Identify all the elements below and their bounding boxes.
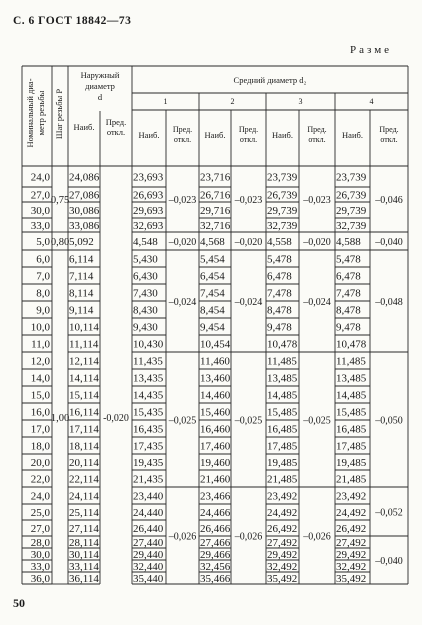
group-4-max-header: Наиб. [342,130,363,140]
nominal-diameter-cell: 7,0 [36,270,50,283]
mean-max-cell: 4,558 [267,236,292,248]
mean-max-cell: 21,485 [336,473,367,486]
mean-max-cell: 29,466 [200,549,231,561]
nominal-diameter-cell: 18,0 [30,440,50,453]
mean-max-cell: 17,435 [133,440,164,453]
mean-max-cell: 35,492 [267,573,298,585]
mean-deviation-cell: –0,025 [303,415,331,427]
outer-max-cell: 20,114 [69,457,99,469]
mean-max-cell: 27,466 [200,537,231,549]
outer-diameter-header: диаметр [85,81,115,91]
group-2-deviation-header: откл. [239,135,258,144]
mean-deviation-cell: –0,023 [234,195,263,206]
outer-max-cell: 33,086 [69,220,100,232]
outer-max-cell: 36,114 [69,573,99,585]
outer-max-cell: 11,114 [69,338,99,351]
nominal-diameter-cell: 24,0 [30,490,50,503]
mean-max-cell: 5,478 [336,253,361,266]
mean-max-cell: 7,478 [267,287,292,300]
nominal-diameter-cell: 11,0 [31,338,50,351]
mean-deviation-cell: –0,023 [303,195,331,206]
mean-max-cell: 27,440 [133,537,164,549]
outer-diameter-header: Наружный [80,70,120,80]
mean-max-cell: 4,568 [200,236,225,248]
mean-max-cell: 23,693 [133,171,164,184]
mean-max-cell: 11,485 [336,355,366,368]
mean-max-cell: 32,440 [133,561,164,573]
mean-max-cell: 24,492 [267,507,298,519]
document-header: С. 6 ГОСТ 18842—73 [13,15,132,27]
nominal-diameter-cell: 17,0 [30,423,50,436]
nominal-diameter-cell: 6,0 [36,253,50,266]
mean-max-cell: 19,485 [336,457,367,469]
nominal-diameter-cell: 33,0 [30,561,50,573]
nominal-diameter-cell: 12,0 [30,355,50,368]
mean-max-cell: 23,492 [267,490,298,503]
mean-deviation-cell: –0,040 [375,237,403,248]
outer-max-cell: 9,114 [69,304,94,317]
mean-max-cell: 21,435 [133,473,164,486]
mean-max-cell: 5,454 [200,253,225,266]
mean-max-cell: 6,454 [200,270,225,283]
group-4-deviation-header: Пред. [379,125,399,134]
outer-deviation-cell: -0,020 [103,413,129,424]
mean-max-cell: 16,460 [200,423,231,436]
group-1-max-header: Наиб. [138,130,160,140]
nominal-diameter-header: Номинальный диа- [25,78,35,148]
nominal-diameter-cell: 28,0 [30,537,50,549]
mean-max-cell: 6,430 [133,270,158,283]
mean-deviation-cell: –0,024 [168,297,197,308]
outer-max-cell: 17,114 [69,423,99,436]
group-1-deviation-header: откл. [173,135,192,144]
mean-max-cell: 26,693 [133,189,164,202]
page-number: 50 [13,596,25,610]
outer-max-cell: 30,114 [69,549,99,561]
outer-max-cell: 25,114 [69,507,99,519]
mean-max-cell: 26,466 [200,523,231,535]
pitch-cell: 0,80 [50,237,70,248]
mean-max-cell: 24,492 [336,507,367,519]
outer-max-cell: 27,114 [69,523,99,535]
mean-deviation-cell: –0,020 [168,237,197,248]
mean-max-cell: 35,466 [200,573,231,585]
table-continuation-label: Разме [350,44,393,56]
mean-max-cell: 29,739 [336,205,367,217]
mean-max-cell: 5,430 [133,253,158,266]
outer-max-cell: 22,114 [69,473,99,486]
mean-max-cell: 26,492 [336,523,367,535]
mean-max-cell: 35,440 [133,573,164,585]
mean-deviation-cell: –0,026 [234,531,263,543]
mean-max-cell: 23,739 [336,171,367,184]
mean-max-cell: 32,492 [336,561,367,573]
group-3-deviation-header: Пред. [307,125,327,134]
nominal-diameter-cell: 30,0 [30,549,50,561]
mean-max-cell: 23,739 [267,171,298,184]
mean-max-cell: 32,739 [267,220,298,232]
mean-max-cell: 32,716 [200,220,231,232]
mean-max-cell: 9,430 [133,321,158,334]
mean-max-cell: 10,478 [267,338,298,351]
mean-deviation-cell: –0,025 [234,415,263,427]
mean-max-cell: 32,739 [336,220,367,232]
mean-max-cell: 14,485 [336,389,367,402]
mean-deviation-cell: –0,020 [234,237,263,248]
mean-max-cell: 4,588 [336,236,361,248]
mean-max-cell: 16,435 [133,423,164,436]
outer-max-cell: 14,114 [69,372,99,385]
mean-max-cell: 9,454 [200,321,225,334]
mean-max-cell: 29,440 [133,549,164,561]
mean-max-cell: 32,492 [267,561,298,573]
outer-max-cell: 7,114 [69,270,94,283]
mean-deviation-cell: –0,023 [168,195,197,206]
nominal-diameter-cell: 9,0 [36,304,50,317]
mean-deviation-cell: –0,026 [168,531,197,543]
mean-deviation-cell: –0,025 [168,415,197,427]
mean-max-cell: 16,485 [336,423,367,436]
mean-max-cell: 6,478 [267,270,292,283]
mean-max-cell: 23,716 [200,171,231,184]
mean-max-cell: 11,435 [133,355,163,368]
mean-deviation-cell: –0,052 [375,507,403,519]
mean-max-cell: 19,435 [133,457,164,469]
nominal-diameter-cell: 24,0 [30,171,50,184]
outer-max-cell: 6,114 [69,253,94,266]
outer-max-cell: 15,114 [69,389,99,402]
nominal-diameter-cell: 30,0 [30,205,50,217]
mean-max-cell: 10,430 [133,338,164,351]
nominal-diameter-cell: 27,0 [30,189,50,202]
outer-max-cell: 18,114 [69,440,99,453]
mean-max-cell: 23,440 [133,490,164,503]
nominal-diameter-cell: 15,0 [30,389,50,402]
nominal-diameter-header: метр резьбы [36,90,46,136]
group-number-1: 1 [163,97,168,106]
mean-max-cell: 15,435 [133,406,164,419]
outer-max-cell: 30,086 [69,205,100,217]
pitch-header: Шаг резьбы P [54,88,64,140]
outer-max-header: Наиб. [73,122,95,132]
mean-deviation-cell: –0,046 [375,195,403,206]
outer-max-cell: 33,114 [69,561,99,573]
group-3-max-header: Наиб. [272,130,293,140]
mean-diameter-header: Средний диаметр d₂ [233,75,307,85]
group-2-max-header: Наиб. [204,130,226,140]
mean-max-cell: 29,492 [336,549,367,561]
mean-max-cell: 29,739 [267,205,298,217]
outer-diameter-header: d [97,92,103,102]
mean-max-cell: 17,485 [336,440,367,453]
nominal-diameter-cell: 27,0 [30,523,50,535]
mean-max-cell: 6,478 [336,270,361,283]
mean-max-cell: 19,460 [200,457,231,469]
nominal-diameter-cell: 5,0 [36,236,50,248]
mean-max-cell: 32,693 [133,220,164,232]
group-2-deviation-header: Пред. [238,125,259,134]
mean-max-cell: 17,460 [200,440,231,453]
nominal-diameter-cell: 16,0 [30,406,50,419]
outer-max-cell: 28,114 [69,537,99,549]
mean-max-cell: 27,492 [267,537,298,549]
group-4-deviation-header: откл. [380,135,398,144]
mean-max-cell: 26,739 [267,189,298,202]
mean-max-cell: 7,454 [200,287,225,300]
mean-max-cell: 26,716 [200,189,231,202]
mean-max-cell: 10,478 [336,338,367,351]
mean-deviation-cell: –0,048 [375,297,403,308]
mean-max-cell: 17,485 [267,440,298,453]
nominal-diameter-cell: 33,0 [30,220,50,232]
group-number-3: 3 [298,97,303,106]
mean-max-cell: 26,492 [267,523,298,535]
mean-max-cell: 16,485 [267,423,298,436]
mean-max-cell: 27,492 [336,537,367,549]
mean-max-cell: 5,478 [267,253,292,266]
mean-max-cell: 15,485 [336,406,367,419]
mean-max-cell: 4,548 [133,236,158,248]
mean-max-cell: 7,478 [336,287,361,300]
mean-max-cell: 21,460 [200,473,231,486]
mean-max-cell: 11,460 [200,355,230,368]
nominal-diameter-cell: 14,0 [30,372,50,385]
mean-max-cell: 9,478 [336,321,361,334]
mean-max-cell: 15,485 [267,406,298,419]
mean-max-cell: 10,454 [200,338,231,351]
mean-max-cell: 8,478 [267,304,292,317]
mean-max-cell: 15,460 [200,406,231,419]
nominal-diameter-cell: 8,0 [36,287,50,300]
outer-max-cell: 27,086 [69,189,100,202]
mean-max-cell: 21,485 [267,473,298,486]
nominal-diameter-cell: 36,0 [30,573,50,585]
mean-max-cell: 23,492 [336,490,367,503]
mean-max-cell: 14,435 [133,389,164,402]
group-number-2: 2 [230,97,235,106]
group-number-4: 4 [369,97,374,106]
outer-max-cell: 10,114 [69,321,99,334]
mean-max-cell: 8,454 [200,304,225,317]
nominal-diameter-cell: 22,0 [30,473,50,486]
mean-max-cell: 13,485 [336,372,367,385]
mean-max-cell: 24,440 [133,507,164,519]
outer-deviation-header: откл. [106,127,126,137]
mean-max-cell: 11,485 [267,355,297,368]
outer-deviation-header: Пред. [105,117,127,127]
mean-max-cell: 7,430 [133,287,158,300]
outer-max-cell: 8,114 [69,287,94,300]
mean-max-cell: 26,739 [336,189,367,202]
mean-max-cell: 19,485 [267,457,298,469]
mean-max-cell: 14,460 [200,389,231,402]
mean-max-cell: 13,460 [200,372,231,385]
mean-max-cell: 29,716 [200,205,231,217]
outer-max-cell: 16,114 [69,406,99,419]
mean-max-cell: 8,478 [336,304,361,317]
mean-max-cell: 9,478 [267,321,292,334]
mean-deviation-cell: –0,040 [375,556,403,567]
pitch-cell: 1,00 [50,413,70,424]
outer-max-cell: 24,114 [69,490,99,503]
mean-max-cell: 13,485 [267,372,298,385]
mean-deviation-cell: –0,020 [303,237,331,248]
group-1-deviation-header: Пред. [172,125,193,134]
outer-max-cell: 24,086 [69,171,100,184]
mean-max-cell: 29,693 [133,205,164,217]
outer-max-cell: 5,092 [69,236,94,248]
pitch-cell: 0,75 [50,195,70,206]
mean-max-cell: 26,440 [133,523,164,535]
mean-max-cell: 23,466 [200,490,231,503]
mean-max-cell: 29,492 [267,549,298,561]
outer-max-cell: 12,114 [69,355,99,368]
mean-max-cell: 35,492 [336,573,367,585]
nominal-diameter-cell: 10,0 [30,321,50,334]
mean-max-cell: 13,435 [133,372,164,385]
mean-max-cell: 14,485 [267,389,298,402]
nominal-diameter-cell: 25,0 [30,507,50,519]
group-3-deviation-header: откл. [308,135,326,144]
mean-deviation-cell: –0,024 [303,297,331,308]
nominal-diameter-cell: 20,0 [30,457,50,469]
mean-max-cell: 32,456 [200,561,231,573]
mean-deviation-cell: –0,026 [303,531,331,543]
mean-max-cell: 8,430 [133,304,158,317]
mean-max-cell: 24,466 [200,507,231,519]
mean-deviation-cell: –0,024 [234,297,263,308]
mean-deviation-cell: –0,050 [375,415,403,427]
